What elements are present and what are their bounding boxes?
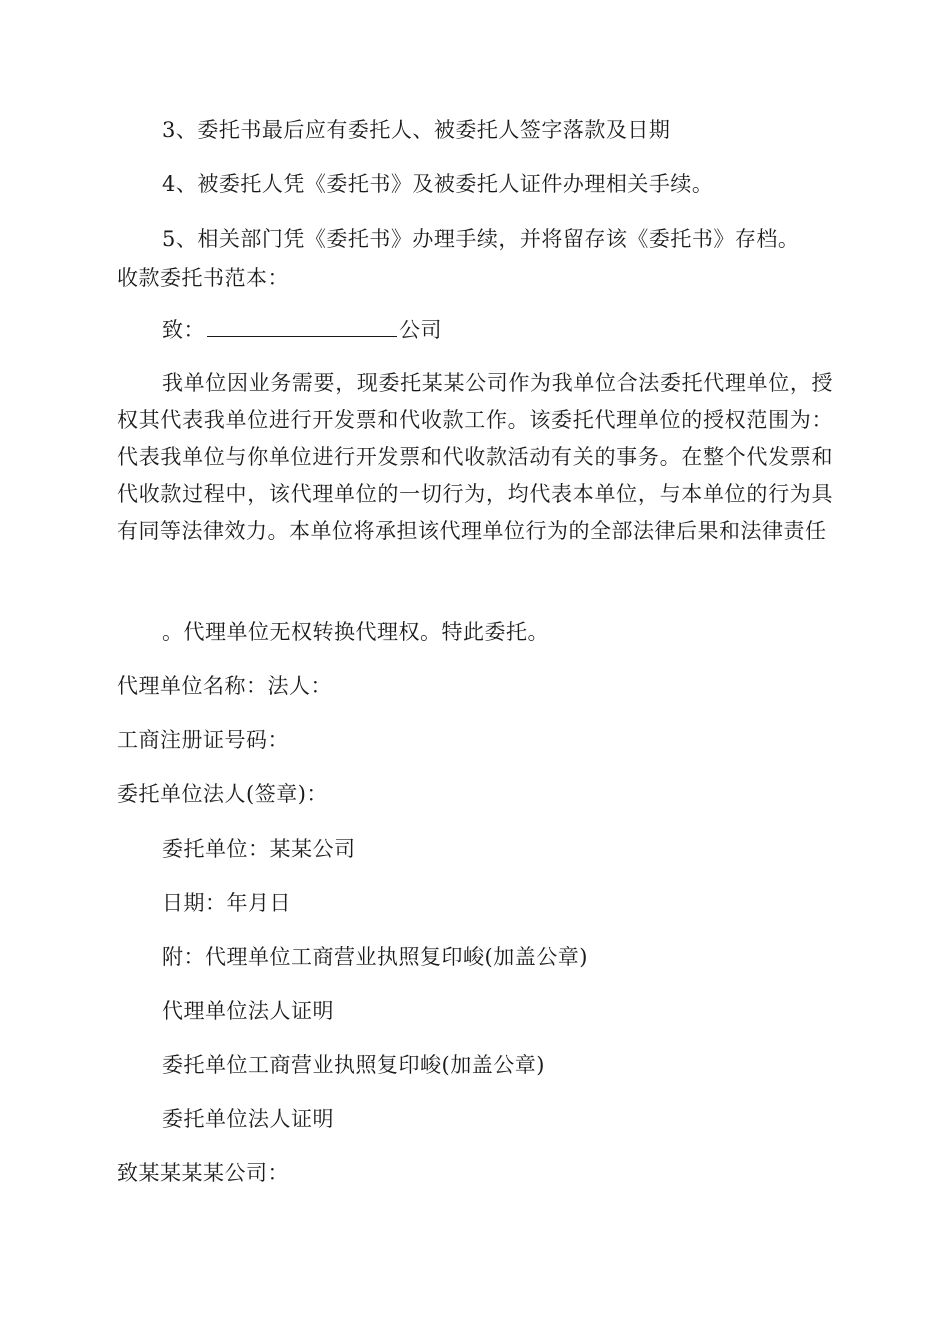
- attachment-1: 附：代理单位工商营业执照复印峻(加盖公章): [162, 945, 588, 969]
- date-field: 日期：年月日: [162, 891, 291, 915]
- principal-unit-field: 委托单位：某某公司: [162, 837, 356, 861]
- addressee-line: [162, 316, 442, 344]
- closing-line: 。代理单位无权转换代理权。特此委托。: [162, 620, 549, 644]
- attachment-3: 委托单位工商营业执照复印峻(加盖公章): [162, 1053, 545, 1077]
- principal-legal-signature-field: 委托单位法人(签章)：: [117, 782, 328, 806]
- agent-name-field: 代理单位名称：法人：: [117, 674, 332, 698]
- addressee-suffix: 公司: [399, 318, 442, 342]
- item-3: 3、委托书最后应有委托人、被委托人签字落款及日期: [162, 118, 671, 142]
- attachment-4: 委托单位法人证明: [162, 1107, 334, 1131]
- sample-title: 收款委托书范本：: [117, 266, 289, 290]
- attachment-2: 代理单位法人证明: [162, 999, 334, 1023]
- addressee-prefix: 致：: [162, 318, 205, 342]
- item-5: 5、相关部门凭《委托书》办理手续，并将留存该《委托书》存档。: [162, 227, 800, 251]
- body-paragraph: 我单位因业务需要，现委托某某公司作为我单位合法委托代理单位，授权其代表我单位进行开发票和代收款工作。该委托代理单位的授权范围为：代表我单位与你单位进行开发票和代收款活动有关的事务。在整个代发票和代收款过程中，该代理单位的一切行为，均代表本单位，与本单位的行为具有同等法律效力。本单位将承担该代理单位行为的全部法律后果和法律责任: [117, 371, 833, 543]
- addressee-blank: [207, 316, 397, 337]
- next-letter-heading: 致某某某某公司：: [117, 1161, 289, 1185]
- item-4: 4、被委托人凭《委托书》及被委托人证件办理相关手续。: [162, 172, 714, 196]
- registration-number-field: 工商注册证号码：: [117, 728, 289, 752]
